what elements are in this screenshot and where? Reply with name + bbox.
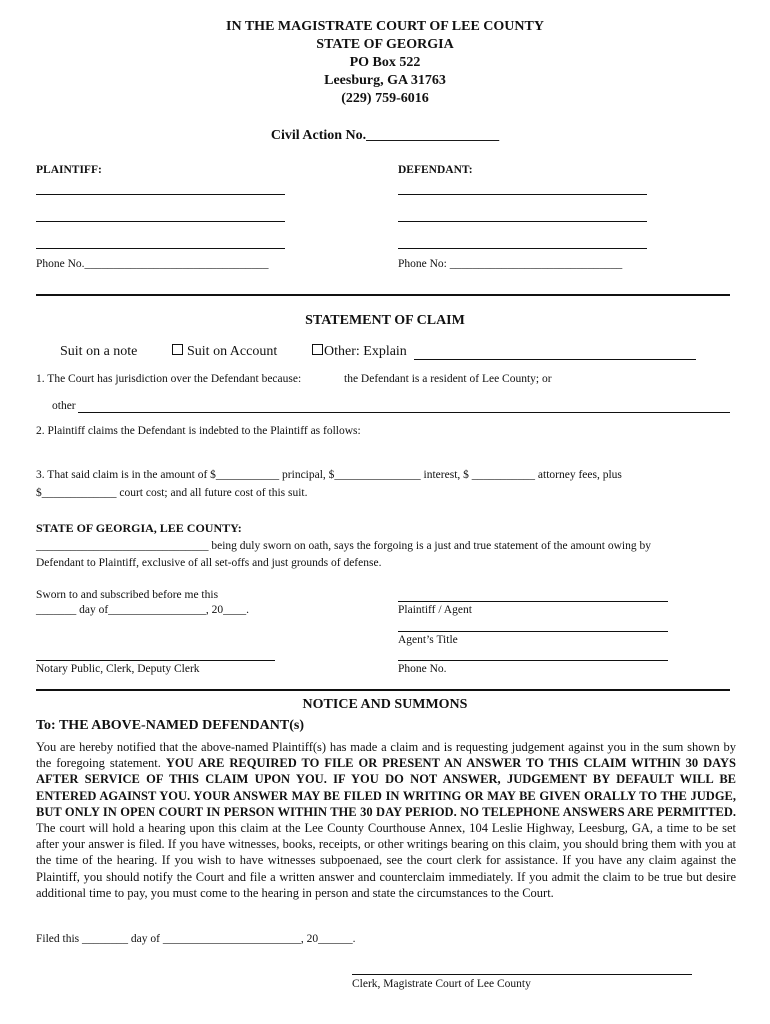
court-phone: (229) 759-6016: [341, 91, 429, 106]
agent-phone-line[interactable]: [398, 660, 668, 661]
notary-label: Notary Public, Clerk, Deputy Clerk: [36, 663, 200, 675]
clerk-signature-line[interactable]: [352, 974, 692, 975]
defendant-city-line[interactable]: [398, 248, 647, 249]
court-name: IN THE MAGISTRATE COURT OF LEE COUNTY: [226, 19, 544, 34]
clerk-label: Clerk, Magistrate Court of Lee County: [352, 978, 531, 990]
notary-signature-line[interactable]: [36, 660, 275, 661]
sworn-date-field[interactable]: _______ day of_________________, 20____.: [36, 604, 250, 616]
jurisdiction-other-label: other: [52, 400, 76, 412]
defendant-name-line[interactable]: [398, 194, 647, 195]
option-suit-on-account-label: Suit on Account: [187, 344, 278, 359]
indebted-statement: 2. Plaintiff claims the Defendant is indebted to the Plaintiff as follows:: [36, 425, 361, 437]
defendant-phone-field[interactable]: Phone No: ______________________________: [398, 258, 623, 270]
defendant-address-line[interactable]: [398, 221, 647, 222]
po-box: PO Box 522: [349, 55, 421, 70]
option-suit-on-account[interactable]: [172, 344, 277, 360]
section-divider: [36, 689, 730, 691]
notice-addressee: To: THE ABOVE-NAMED DEFENDANT(s): [36, 718, 304, 733]
agent-phone-label: Phone No.: [398, 663, 447, 675]
oath-heading: STATE OF GEORGIA, LEE COUNTY:: [36, 521, 242, 535]
court-header: [0, 18, 770, 108]
other-explain-line[interactable]: [414, 359, 696, 360]
notice-warning: YOU ARE REQUIRED TO FILE OR PRESENT AN ANSWER TO THIS CLAIM WITHIN 30 DAYS AFTER SERVICE OF THIS CLAIM UPON YOU. IF YOU DO NOT ANSWER, JUDGEMENT BY DEFAULT WILL BE ENTERED AGAINST YOU. YOUR ANSWER MAY BE FILED IN WRITING OR MAY BE GIVEN ORALLY TO THE JUDGE, BUT ONLY IN OPEN COURT IN PERSON WITHIN THE 30 DAY PERIOD. NO TELEPHONE ANSWERS ARE PERMITTED.: [36, 756, 736, 819]
defendant-label: DEFENDANT:: [398, 164, 473, 176]
agent-title-line[interactable]: [398, 631, 668, 632]
checkbox-icon[interactable]: [172, 344, 183, 355]
agent-title-label: Agent’s Title: [398, 634, 458, 646]
section-divider: [36, 294, 730, 296]
jurisdiction-other-line[interactable]: [78, 412, 730, 413]
claim-amount-line1[interactable]: 3. That said claim is in the amount of $___________ principal, $_______________ interest, $ ___________ attorney fees, plus: [36, 469, 622, 481]
sworn-statement: Sworn to and subscribed before me this: [36, 589, 219, 601]
jurisdiction-statement: 1. The Court has jurisdiction over the Defendant because:: [36, 373, 302, 385]
option-suit-on-note[interactable]: Suit on a note: [60, 344, 138, 359]
checkbox-icon[interactable]: [312, 344, 323, 355]
plaintiff-phone-field[interactable]: Phone No.________________________________: [36, 258, 269, 270]
notice-intro: You are hereby notified that the above-named Plaintiff(s) has made a claim and is requesting judgement against you in the sum shown by the foregoing statement.: [36, 740, 736, 771]
plaintiff-label: PLAINTIFF:: [36, 164, 102, 176]
statement-title: STATEMENT OF CLAIM: [305, 313, 465, 328]
option-other[interactable]: [312, 344, 407, 360]
plaintiff-city-line[interactable]: [36, 248, 285, 249]
notice-hearing-info: The court will hold a hearing upon this claim at the Lee County Courthouse Annex, 104 Leslie Highway, Leesburg, GA, a time to be set after your answer is filed. If you have witnesses, books, receipts, or other writings bearing on this claim, you should bring them with you at the time of the hearing. If you wish to have witnesses subpoenaed, see the court clerk for assistance. If you have any claim against the Plaintiff, you should notify the Court and file a written answer and counterclaim immediately. If you admit the claim to be true but desire additional time to pay, you must come to the hearing in person and state the circumstances to the Court.: [36, 821, 736, 900]
plaintiff-agent-label: Plaintiff / Agent: [398, 604, 472, 616]
state-name: STATE OF GEORGIA: [316, 37, 454, 52]
city-address: Leesburg, GA 31763: [324, 73, 446, 88]
oath-line1[interactable]: ______________________________ being duly sworn on oath, says the forgoing is a just and true statement of the amount owing by: [36, 540, 651, 552]
plaintiff-address-line[interactable]: [36, 221, 285, 222]
civil-action-number[interactable]: Civil Action No.___________________: [270, 128, 500, 143]
claim-amount-line2[interactable]: $_____________ court cost; and all future cost of this suit.: [36, 487, 308, 499]
option-other-label: Other: Explain: [324, 344, 407, 359]
jurisdiction-resident-option[interactable]: the Defendant is a resident of Lee County; or: [344, 373, 552, 385]
notice-title: NOTICE AND SUMMONS: [302, 697, 468, 712]
plaintiff-name-line[interactable]: [36, 194, 285, 195]
notice-body: [36, 739, 736, 901]
filed-date-field[interactable]: Filed this ________ day of ________________________, 20______.: [36, 933, 356, 945]
oath-line2: Defendant to Plaintiff, exclusive of all set-offs and just grounds of defense.: [36, 557, 382, 569]
plaintiff-signature-line[interactable]: [398, 601, 668, 602]
